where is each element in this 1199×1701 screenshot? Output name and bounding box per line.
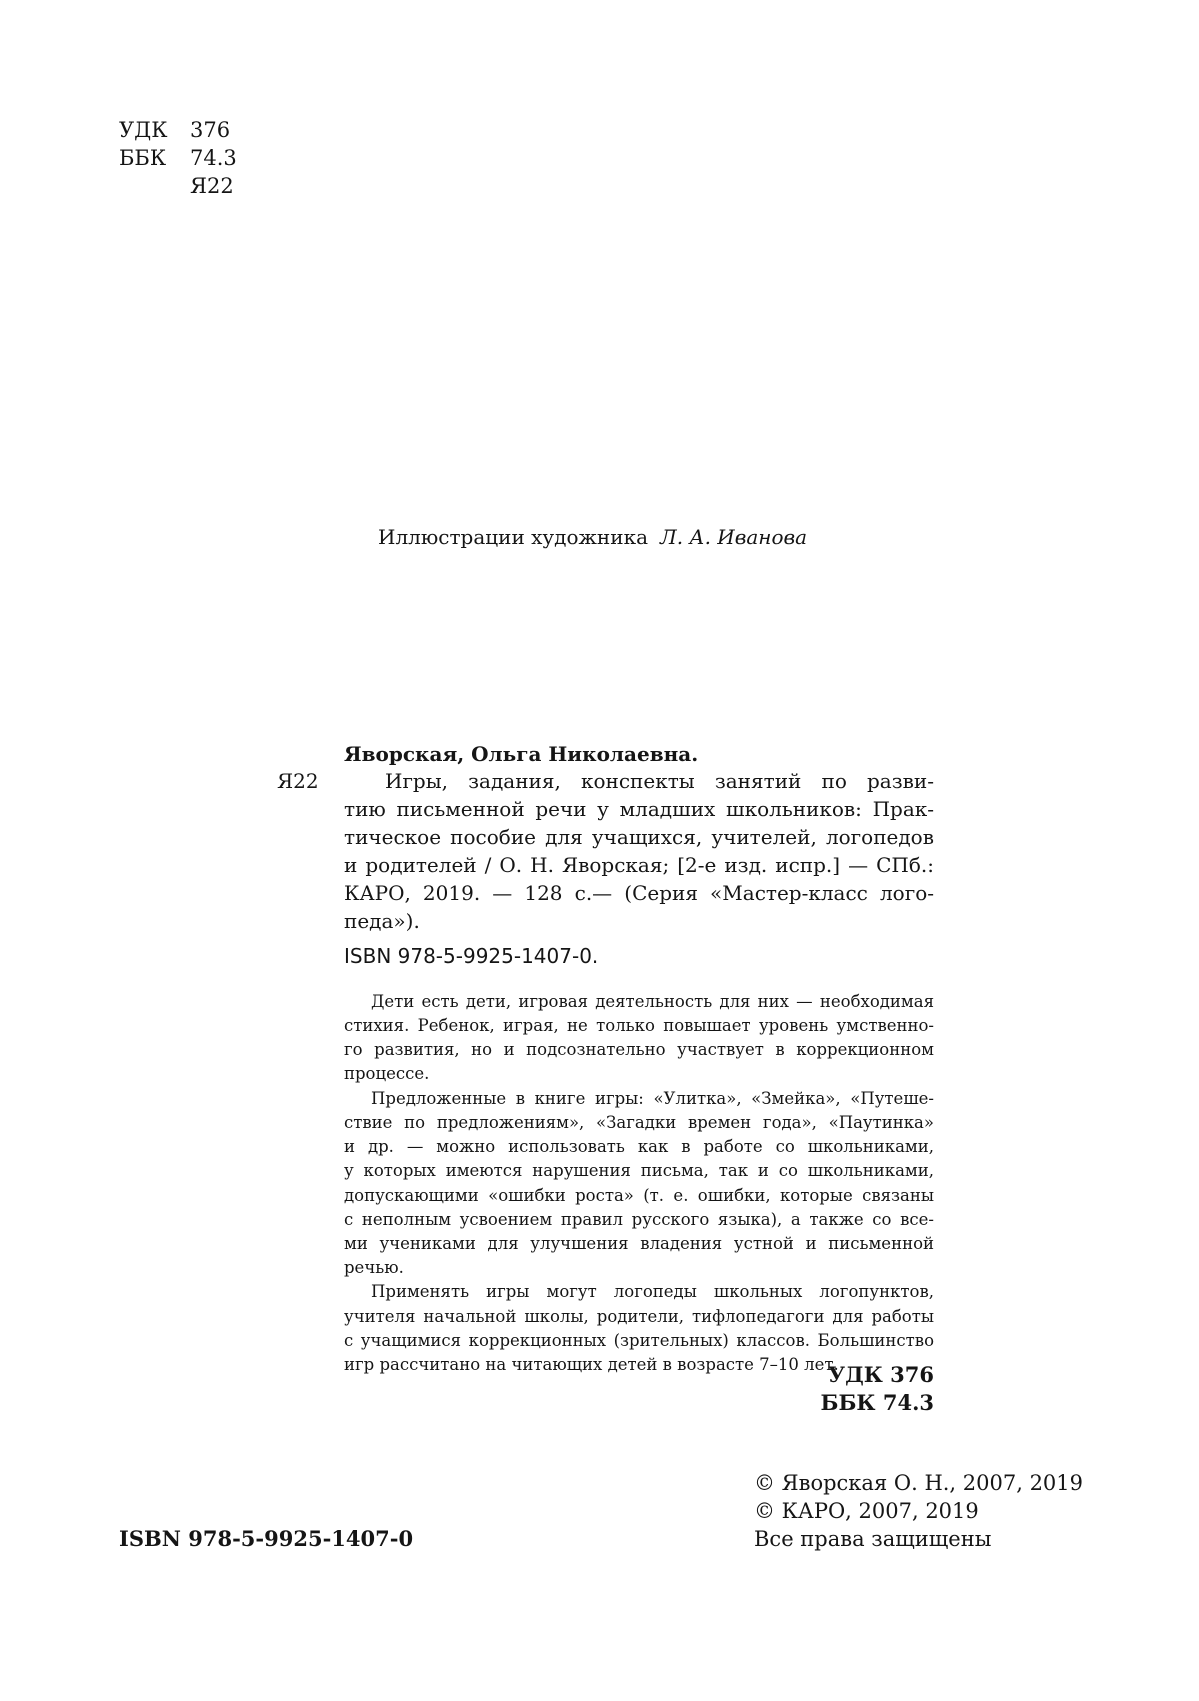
description-line: и родителей / О. Н. Яворская; [2-е изд. испр.] — СПб.:	[344, 853, 934, 877]
author-mark: Я22	[190, 174, 234, 198]
bbk-label: ББК	[119, 146, 167, 170]
annotation-line: с учащимися коррекционных (зрительных) классов. Большинство	[344, 1331, 934, 1350]
description-line: тию письменной речи у младших школьников: Прак-	[344, 797, 934, 821]
udk-label: УДК	[119, 118, 168, 142]
annotation-line: у которых имеются нарушения письма, так и со школьниками,	[344, 1161, 934, 1180]
footer-isbn: ISBN 978-5-9925-1407-0	[119, 1526, 414, 1551]
annotation-line: Предложенные в книге игры: «Улитка», «Змейка», «Путеше-	[371, 1089, 934, 1108]
annotation-line: Применять игры могут логопеды школьных логопунктов,	[371, 1282, 934, 1301]
annotation-line: речью.	[344, 1258, 404, 1277]
illustrations-artist: Л. А. Иванова	[660, 525, 808, 549]
annotation-line: стихия. Ребенок, играя, не только повышает уровень умственно-	[344, 1016, 934, 1035]
catalog-author: Яворская, Ольга Николаевна.	[344, 742, 699, 766]
annotation-line: учителя начальной школы, родители, тифлопедагоги для работы	[344, 1307, 934, 1326]
all-rights-reserved: Все права защищены	[754, 1527, 992, 1551]
annotation-line: допускающими «ошибки роста» (т. е. ошибки, которые связаны	[344, 1186, 934, 1205]
annotation-line: игр рассчитано на читающих детей в возрасте 7–10 лет.	[344, 1355, 839, 1374]
annotation-line: ми учениками для улучшения владения устной и письменной	[344, 1234, 934, 1253]
bbk-value: 74.3	[190, 146, 237, 170]
udk-value: 376	[190, 118, 231, 142]
description-line: педа»).	[344, 909, 420, 933]
copyright-publisher: © КАРО, 2007, 2019	[754, 1499, 979, 1523]
bottom-udk: УДК 376	[828, 1362, 934, 1387]
bottom-bbk: ББК 74.3	[820, 1390, 934, 1415]
illustrations-credit	[378, 523, 807, 551]
description-line: тическое пособие для учащихся, учителей, логопедов	[344, 825, 934, 849]
annotation-line: и др. — можно использовать как в работе со школьниками,	[344, 1137, 934, 1156]
copyright-author: © Яворская О. Н., 2007, 2019	[754, 1471, 1084, 1495]
annotation-line: го развития, но и подсознательно участвует в коррекционном	[344, 1040, 934, 1059]
catalog-code: Я22	[277, 769, 319, 793]
annotation-line: ствие по предложениям», «Загадки времен года», «Паутинка»	[344, 1113, 934, 1132]
illustrations-text: Иллюстрации художника	[378, 525, 649, 549]
annotation-line: Дети есть дети, игровая деятельность для них — необходимая	[371, 992, 934, 1011]
annotation-line: с неполным усвоением правил русского языка), а также со все-	[344, 1210, 934, 1229]
description-line: КАРО, 2019. — 128 с.— (Серия «Мастер-класс лого-	[344, 881, 934, 905]
description-line: Игры, задания, конспекты занятий по разви-	[385, 769, 934, 793]
catalog-isbn: ISBN 978-5-9925-1407-0.	[344, 944, 599, 968]
annotation-line: процессе.	[344, 1064, 430, 1083]
